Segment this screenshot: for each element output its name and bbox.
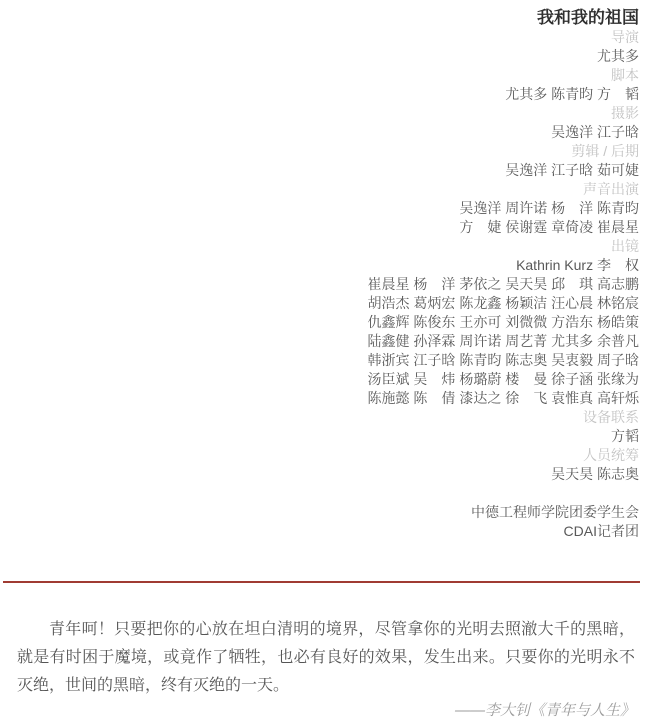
names-line: 尤其多 陈青昀 方 韬: [505, 86, 639, 102]
role-label: 摄影: [611, 105, 639, 121]
organization-line: CDAI记者团: [563, 523, 639, 539]
names-line: 仇鑫辉 陈俊东 王亦可 刘微微 方浩东 杨皓策: [367, 314, 639, 330]
names-line: 陆鑫健 孙泽霖 周许诺 周艺菁 尤其多 余普凡: [367, 333, 639, 349]
video-title: 我和我的祖国: [537, 8, 639, 27]
role-label: 导演: [611, 29, 639, 45]
names-line: Kathrin Kurz 李 权: [516, 257, 639, 273]
credits-block: [0, 8, 652, 541]
names-line: 汤臣斌 吴 炜 杨璐蔚 楼 曼 徐子涵 张缘为: [367, 371, 639, 387]
names-line: 吴逸洋 江子晗 茹可婕: [505, 162, 639, 178]
names-line: 胡浩杰 葛炳宏 陈龙鑫 杨颖洁 汪心晨 林铭宸: [367, 295, 639, 311]
quote-attribution: ——李大钊《青年与人生》: [454, 702, 635, 719]
names-line: 崔晨星 杨 洋 茅依之 吴天昊 邱 琪 高志鹏: [367, 276, 639, 292]
role-label: 设备联系: [583, 409, 639, 425]
organization-line: 中德工程师学院团委学生会: [471, 504, 639, 520]
role-label: 声音出演: [583, 181, 639, 197]
role-label: 剪辑 / 后期: [571, 143, 639, 159]
quote-text: 青年呵！只要把你的心放在坦白清明的境界，尽管拿你的光明去照澈大千的黑暗，就是有时困于魔境，或竟作了牺牲，也必有良好的效果，发生出来。只要你的光明永不灭绝，世间的黑暗，终有灭绝的一天。: [17, 621, 635, 694]
names-line: 吴逸洋 江子晗: [551, 124, 639, 140]
credits-sections: [0, 28, 639, 484]
names-line: 尤其多: [597, 48, 639, 64]
names-line: 方韬: [611, 428, 639, 444]
role-label: 出镜: [611, 238, 639, 254]
names-line: 吴逸洋 周许诺 杨 洋 陈青昀: [459, 200, 639, 216]
role-label: 脚本: [611, 67, 639, 83]
quote-block: [0, 616, 652, 722]
names-line: 韩浙宾 江子晗 陈青昀 陈志奥 吴衷毅 周子晗: [367, 352, 639, 368]
names-line: 方 婕 侯谢霆 章倚凌 崔晨星: [459, 219, 639, 235]
role-label: 人员统筹: [583, 447, 639, 463]
organizations-block: [0, 503, 639, 541]
divider-line: [3, 581, 640, 583]
names-line: 吴天昊 陈志奥: [551, 466, 639, 482]
names-line: 陈施懿 陈 倩 漆达之 徐 飞 袁惟真 高轩烁: [367, 390, 639, 406]
